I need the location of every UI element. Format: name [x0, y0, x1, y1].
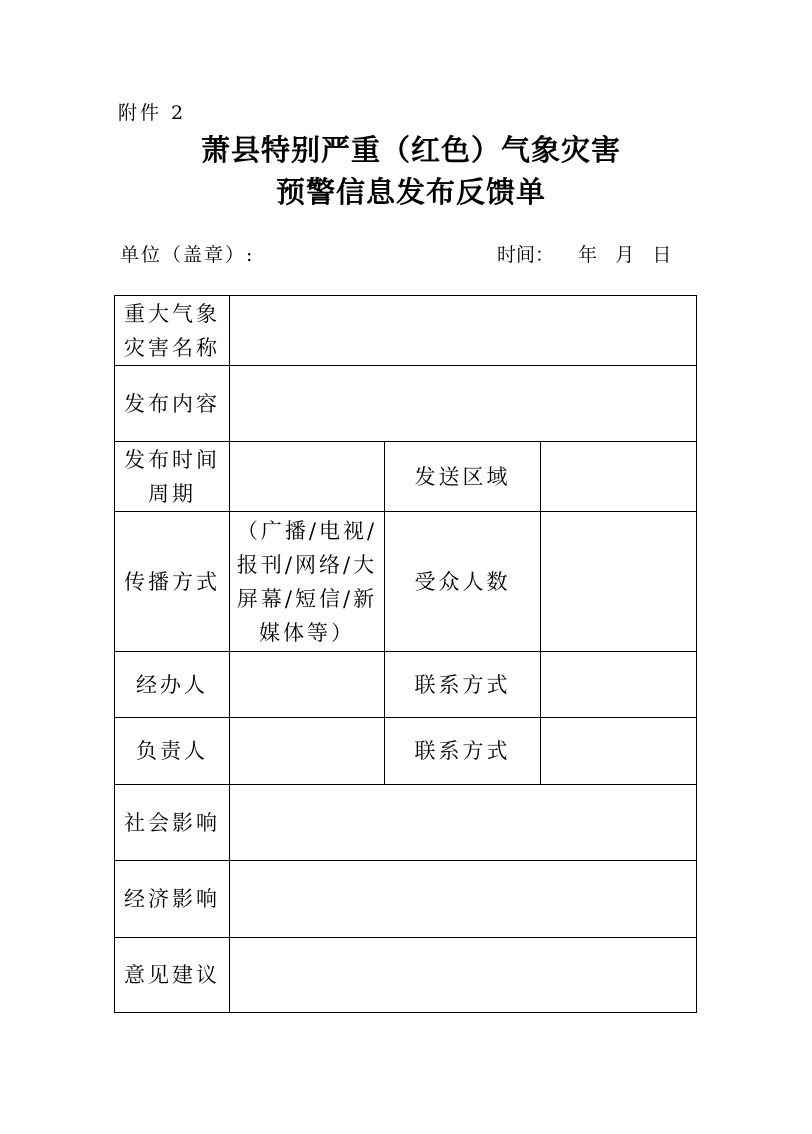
time-field[interactable] — [230, 442, 385, 512]
row-time — [115, 442, 697, 512]
feedback-form-table — [114, 295, 697, 1013]
time-label-line2: 周期 — [148, 481, 196, 506]
row-suggestion — [115, 938, 697, 1013]
channel-label: 传播方式 — [115, 512, 230, 652]
social-impact-label: 社会影响 — [115, 785, 230, 861]
responsible-contact-label: 联系方式 — [385, 718, 541, 785]
disaster-name-label-line1: 重大气象 — [124, 301, 220, 326]
channel-note-line3: 屏幕/短信/新 — [236, 586, 378, 611]
area-field[interactable] — [541, 442, 697, 512]
disaster-name-label-line2: 灾害名称 — [124, 335, 220, 360]
responsible-field[interactable] — [230, 718, 385, 785]
economic-impact-label: 经济影响 — [115, 861, 230, 938]
disaster-name-label — [115, 296, 230, 366]
channel-note-line4: 媒体等） — [259, 620, 355, 645]
row-economic — [115, 861, 697, 938]
handler-field[interactable] — [230, 652, 385, 718]
row-responsible — [115, 718, 697, 785]
area-label: 发送区域 — [385, 442, 541, 512]
attachment-label: 附件 2 — [118, 102, 187, 124]
social-impact-field[interactable] — [230, 785, 697, 861]
handler-contact-field[interactable] — [541, 652, 697, 718]
disaster-name-field[interactable] — [230, 296, 697, 366]
unit-seal-label: 单位（盖章）: — [120, 244, 255, 266]
channel-note-line2: 报刊/网络/大 — [236, 552, 378, 577]
channel-field[interactable] — [230, 512, 385, 652]
row-disaster-name — [115, 296, 697, 366]
row-content — [115, 366, 697, 442]
form-title-line2: 预警信息发布反馈单 — [275, 175, 546, 209]
time-label — [115, 442, 230, 512]
audience-label: 受众人数 — [385, 512, 541, 652]
economic-impact-field[interactable] — [230, 861, 697, 938]
time-label-line1: 发布时间 — [124, 447, 220, 472]
channel-note-line1: （广播/电视/ — [236, 518, 378, 543]
audience-field[interactable] — [541, 512, 697, 652]
responsible-contact-field[interactable] — [541, 718, 697, 785]
content-field[interactable] — [230, 366, 697, 442]
content-label: 发布内容 — [115, 366, 230, 442]
responsible-label: 负责人 — [115, 718, 230, 785]
row-channel — [115, 512, 697, 652]
handler-contact-label: 联系方式 — [385, 652, 541, 718]
suggestion-label: 意见建议 — [115, 938, 230, 1013]
row-handler — [115, 652, 697, 718]
form-title-line1: 萧县特别严重（红色）气象灾害 — [200, 133, 621, 167]
row-social — [115, 785, 697, 861]
suggestion-field[interactable] — [230, 938, 697, 1013]
handler-label: 经办人 — [115, 652, 230, 718]
date-label: 时间： 年 月 日 — [497, 244, 672, 266]
